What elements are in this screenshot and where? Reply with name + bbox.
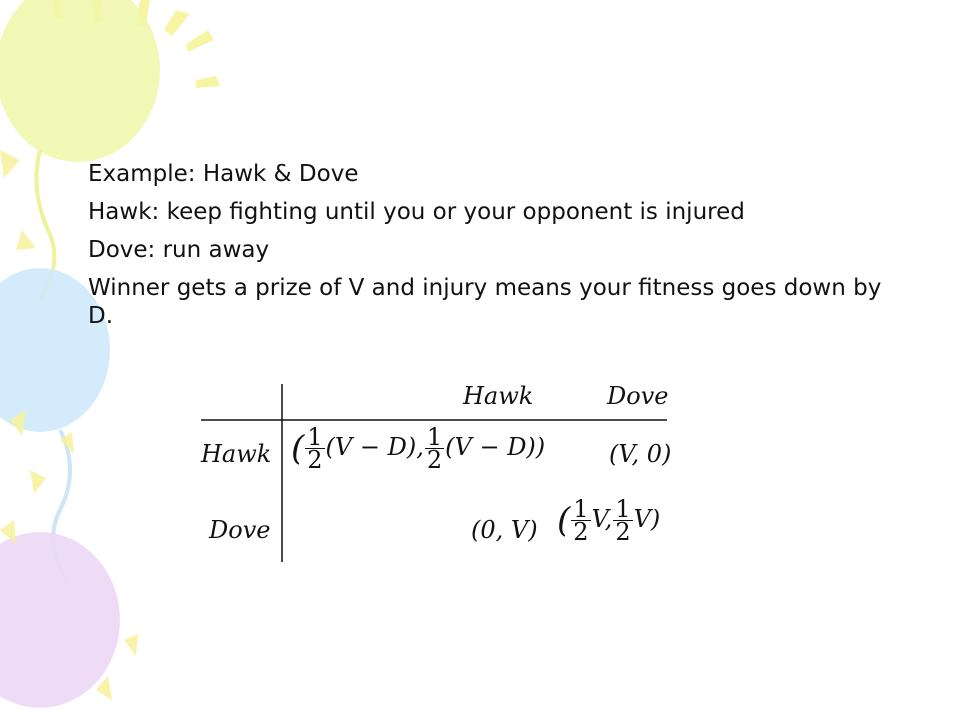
col-header-dove: Dove — [607, 382, 669, 410]
cell-dove-dove: ( $\frac{1}{2}$ V, $\frac{1}{2}$ V) — [557, 495, 661, 546]
row-header-dove: Dove — [209, 516, 271, 544]
cell-hawk-dove: (V, 0) — [609, 440, 672, 468]
bullet-payoff: Winner gets a prize of V and injury means your fitness goes down by D. — [88, 275, 882, 329]
balloon-icon — [0, 532, 120, 708]
cell-hawk-hawk: ( $\frac{1}{2}$ (V − D), $\frac{1}{2}$ (V − D)) — [291, 423, 546, 474]
bullet-dove: Dove: run away — [88, 237, 270, 263]
col-header-hawk: Hawk — [463, 382, 534, 410]
slide-bullets — [88, 160, 908, 340]
balloon-icon — [0, 0, 160, 162]
cell-dove-hawk: (0, V) — [471, 516, 538, 544]
row-header-hawk: Hawk — [201, 440, 272, 468]
bullet-title: Example: Hawk & Dove — [88, 161, 359, 187]
payoff-matrix — [195, 380, 685, 570]
bullet-hawk: Hawk: keep fighting until you or your opponent is injured — [88, 199, 745, 225]
